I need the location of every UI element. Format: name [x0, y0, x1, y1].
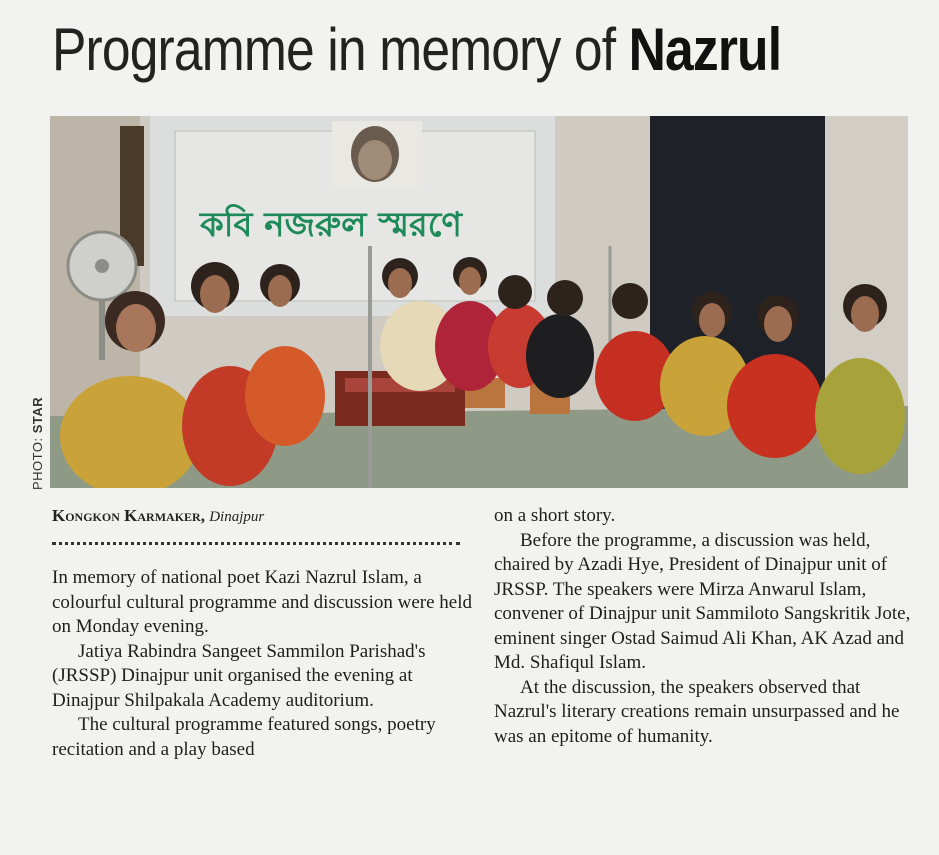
byline-place: Dinajpur — [209, 509, 265, 525]
photo-illustration — [50, 116, 908, 488]
paragraph: The cultural programme featured songs, poetry recitation and a play based — [52, 714, 436, 760]
paragraph: Before the programme, a discussion was held, chaired by Azadi Hye, President of Dinajpur unit of JRSSP. The speakers were Mirza Anwarul Islam, convener of Dinajpur unit Sammiloto Sangskritik Jote, eminent singer Ostad Saimud Ali Khan, AK Azad and Md. Shafiqul Islam. — [494, 529, 911, 673]
event-photo — [50, 116, 908, 488]
byline — [52, 506, 264, 526]
banner-text: কবি নজরুল স্মরণে — [200, 205, 462, 245]
article-column-1 — [52, 566, 472, 762]
article-column-2 — [494, 504, 914, 749]
photo-credit-source: STAR — [30, 396, 45, 434]
headline-regular: Programme in memory of — [52, 16, 629, 83]
paragraph: At the discussion, the speakers observed that Nazrul's literary creations remain unsurpassed and he was an epitome of humanity. — [494, 676, 900, 747]
headline-bold: Nazrul — [628, 16, 782, 83]
dotted-rule — [52, 542, 460, 545]
byline-author: Kongkon Karmaker, — [52, 506, 205, 525]
paragraph: In memory of national poet Kazi Nazrul Islam, a colourful cultural programme and discussion were held on Monday evening. — [52, 567, 472, 637]
headline — [52, 16, 782, 83]
paragraph: Jatiya Rabindra Sangeet Sammilon Parishad's (JRSSP) Dinajpur unit organised the evening at Dinajpur Shilpakala Academy auditorium. — [52, 640, 426, 711]
paragraph: on a short story. — [494, 505, 616, 526]
photo-credit-prefix: PHOTO: — [30, 433, 45, 490]
